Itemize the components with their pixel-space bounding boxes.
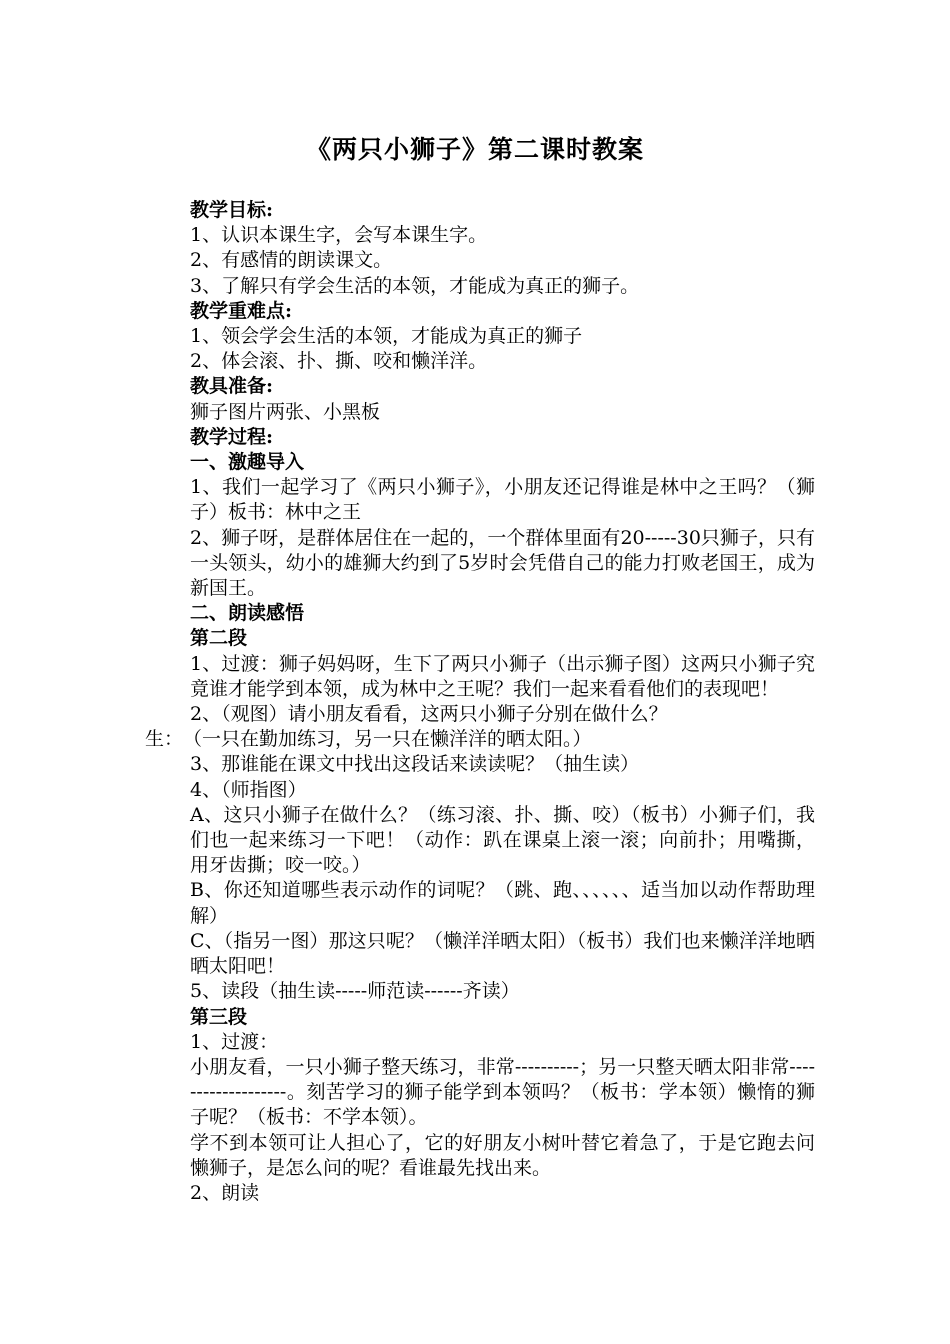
paragraph: 小朋友看，一只小狮子整天练习，非常----------；另一只整天晒太阳非常-------------------。刻苦学习的狮子能学到本领吗？（板书：学本领）懒惰的狮子呢？（板书：不学本领）。: [190, 1055, 815, 1129]
subsection-heading: 第三段: [190, 1005, 248, 1028]
document-body: [145, 198, 815, 1206]
paragraph: 2、朗读: [190, 1181, 260, 1204]
paragraph: 生： （一只在勤加练习，另一只在懒洋洋的晒太阳。）: [145, 728, 592, 751]
objectives-heading: 教学目标:: [190, 199, 274, 221]
paragraph: 5、读段（抽生读-----师范读------齐读）: [190, 980, 520, 1003]
objective-item: 1、认识本课生字，会写本课生字。: [190, 224, 488, 247]
key-point-item: 2、体会滚、扑、撕、咬和懒洋洋。: [190, 350, 488, 373]
paragraph: 2、狮子呀，是群体居住在一起的，一个群体里面有20-----30只狮子，只有一头领头，幼小的雄狮大约到了5岁时会凭借自己的能力打败老国王，成为新国王。: [190, 526, 815, 600]
document-title: 《两只小狮子》第二课时教案: [305, 135, 644, 164]
key-points-heading: 教学重难点:: [190, 299, 293, 322]
objective-item: 2、有感情的朗读课文。: [190, 249, 393, 272]
paragraph: 1、过渡：: [190, 1030, 279, 1053]
key-point-item: 1、领会学会生活的本领，才能成为真正的狮子: [190, 325, 583, 348]
paragraph: 2、（观图）请小朋友看看，这两只小狮子分别在做什么？: [190, 703, 668, 726]
paragraph: 3、那谁能在课文中找出这段话来读读呢？（抽生读）: [190, 753, 640, 776]
section-heading-intro: 一、激趣导入: [190, 451, 305, 474]
paragraph: C、（指另一图）那这只呢？（懒洋洋晒太阳）（板书）我们也来懒洋洋地晒晒太阳吧！: [190, 929, 815, 978]
materials-text: 狮子图片两张、小黑板: [190, 400, 381, 423]
paragraph: A、这只小狮子在做什么？（练习滚、扑、撕、咬）（板书）小狮子们，我们也一起来练习一下吧！（动作：趴在课桌上滚一滚；向前扑；用嘴撕，用牙齿撕；咬一咬。）: [190, 803, 815, 877]
paragraph: 1、过渡：狮子妈妈呀，生下了两只小狮子（出示狮子图）这两只小狮子究竟谁才能学到本领，成为林中之王呢？我们一起来看看他们的表现吧！: [190, 652, 815, 700]
materials-heading: 教具准备:: [190, 375, 274, 398]
paragraph: 1、我们一起学习了《两只小狮子》，小朋友还记得谁是林中之王吗？（狮子）板书：林中之王: [190, 476, 815, 524]
paragraph: 学不到本领可让人担心了，它的好朋友小树叶替它着急了，于是它跑去问懒狮子，是怎么问的呢？看谁最先找出来。: [190, 1131, 815, 1179]
subsection-heading: 第二段: [190, 627, 248, 650]
section-heading-reading: 二、朗读感悟: [190, 602, 305, 625]
paragraph: 4、（师指图）: [190, 778, 307, 801]
objective-item: 3、了解只有学会生活的本领，才能成为真正的狮子。: [190, 274, 640, 297]
paragraph: B、你还知道哪些表示动作的词呢？（跳、跑、、、、、、适当加以动作帮助理解）: [190, 879, 815, 927]
process-heading: 教学过程:: [190, 425, 274, 448]
